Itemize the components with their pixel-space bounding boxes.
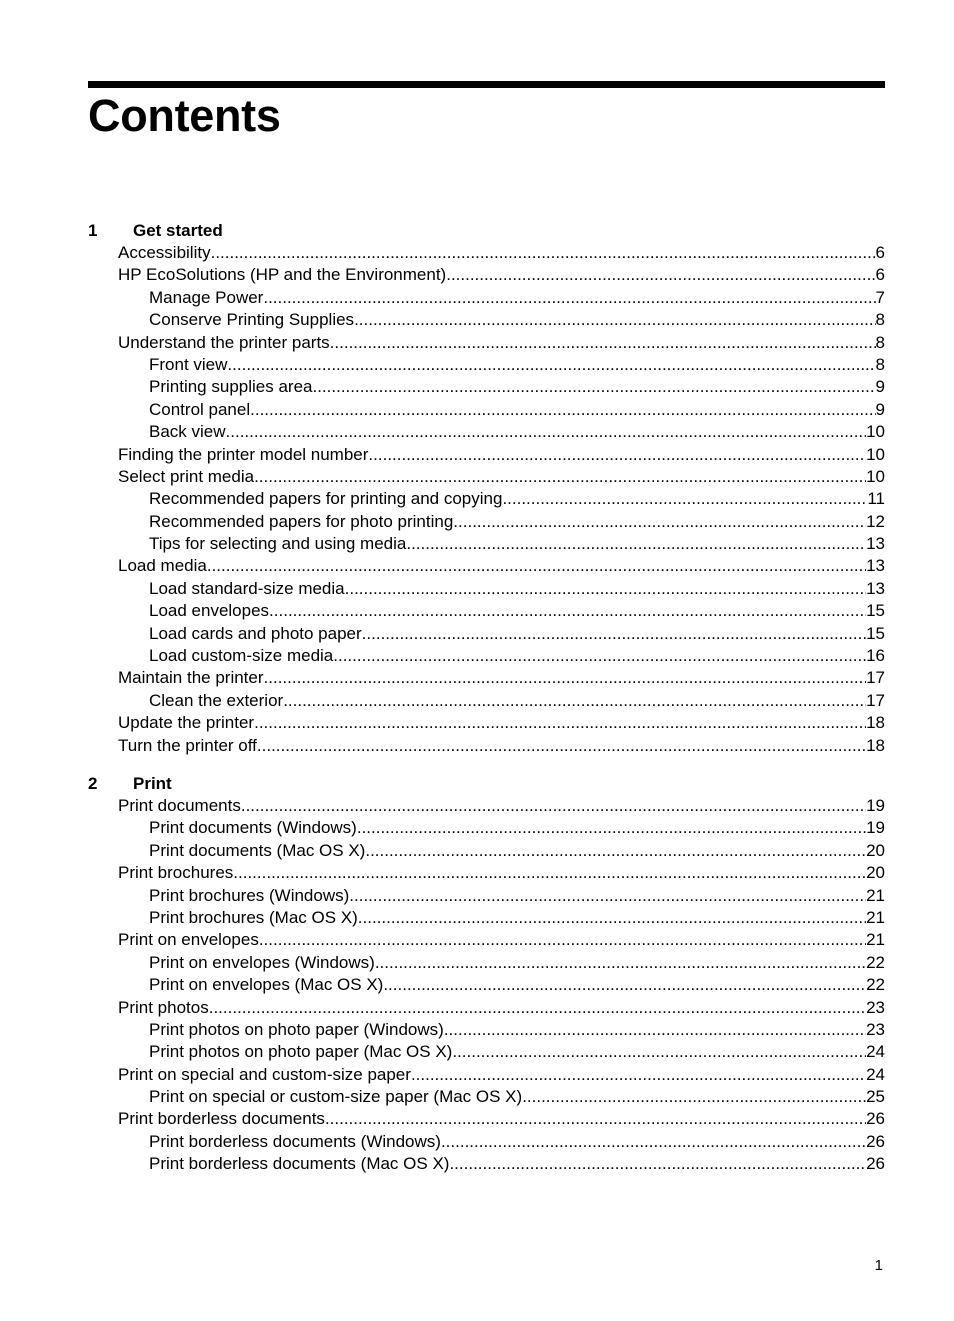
dot-leader [257, 735, 866, 757]
toc-entry[interactable] [88, 795, 885, 817]
dot-leader [502, 488, 867, 510]
toc-subentry[interactable] [88, 600, 885, 622]
dot-leader [452, 1041, 866, 1063]
entry-page-number: 12 [866, 511, 885, 531]
dot-leader [233, 862, 866, 884]
entry-page-number: 9 [875, 377, 885, 397]
entry-page-number: 26 [866, 1131, 885, 1151]
dot-leader [383, 974, 866, 996]
dot-leader [444, 1019, 866, 1041]
toc-subentry[interactable] [88, 907, 885, 929]
page-number: 1 [874, 1257, 883, 1274]
entry-title: Back view [149, 422, 226, 442]
entry-page-number: 8 [875, 310, 885, 330]
dot-leader [211, 242, 876, 264]
entry-title: Update the printer [118, 713, 255, 733]
toc-entry[interactable] [88, 264, 885, 286]
entry-page-number: 18 [866, 713, 885, 733]
dot-leader [207, 555, 866, 577]
entry-page-number: 23 [866, 1019, 885, 1039]
chapter-title: Get started [133, 221, 223, 240]
toc-subentry[interactable] [88, 690, 885, 712]
entry-page-number: 16 [866, 646, 885, 666]
dot-leader [345, 578, 866, 600]
entry-page-number: 10 [866, 444, 885, 464]
toc-subentry[interactable] [88, 399, 885, 421]
dot-leader [333, 645, 866, 667]
entry-page-number: 15 [866, 601, 885, 621]
entry-title: Print borderless documents [118, 1109, 325, 1129]
entry-title: Print photos on photo paper (Mac OS X) [149, 1042, 453, 1062]
entry-title: Recommended papers for photo printing [149, 511, 454, 531]
entry-page-number: 13 [866, 578, 885, 598]
toc-subentry[interactable] [88, 1041, 885, 1063]
entry-page-number: 9 [875, 399, 885, 419]
entry-title: Front view [149, 354, 228, 374]
dot-leader [269, 600, 866, 622]
dot-leader [254, 466, 866, 488]
entry-page-number: 23 [866, 997, 885, 1017]
dot-leader [365, 840, 866, 862]
entry-page-number: 24 [866, 1064, 885, 1084]
entry-title: HP EcoSolutions (HP and the Environment) [118, 265, 447, 285]
entry-page-number: 11 [867, 489, 885, 509]
toc-entry[interactable] [88, 444, 885, 466]
toc-subentry[interactable] [88, 309, 885, 331]
toc-entry[interactable] [88, 242, 885, 264]
entry-page-number: 19 [866, 795, 885, 815]
entry-title: Recommended papers for printing and copying [149, 489, 503, 509]
toc-entry[interactable] [88, 1108, 885, 1130]
dot-leader [362, 623, 866, 645]
dot-leader [368, 444, 866, 466]
chapter-heading[interactable] [88, 772, 885, 795]
toc-subentry[interactable] [88, 974, 885, 996]
entry-page-number: 10 [866, 466, 885, 486]
entry-page-number: 21 [866, 930, 885, 950]
dot-leader [358, 907, 866, 929]
toc-subentry[interactable] [88, 578, 885, 600]
toc-entry[interactable] [88, 862, 885, 884]
dot-leader [354, 309, 875, 331]
toc-entry[interactable] [88, 555, 885, 577]
entry-page-number: 6 [875, 243, 885, 262]
toc-subentry[interactable] [88, 817, 885, 839]
dot-leader [441, 1131, 866, 1153]
toc-subentry[interactable] [88, 533, 885, 555]
toc-subentry[interactable] [88, 421, 885, 443]
entry-title: Load envelopes [149, 601, 270, 621]
entry-title: Load standard-size media [149, 578, 345, 598]
toc-subentry[interactable] [88, 376, 885, 398]
toc-entry[interactable] [88, 1064, 885, 1086]
entry-title: Turn the printer off [118, 735, 257, 755]
entry-page-number: 13 [866, 534, 885, 554]
chapter-1 [88, 219, 885, 757]
entry-page-number: 20 [866, 840, 885, 860]
toc-subentry[interactable] [88, 1131, 885, 1153]
toc-subentry[interactable] [88, 952, 885, 974]
entry-title: Print on envelopes (Mac OS X) [149, 975, 384, 995]
entry-title: Clean the exterior [149, 690, 284, 710]
entry-page-number: 7 [875, 287, 885, 307]
toc-entry[interactable] [88, 667, 885, 689]
dot-leader [259, 929, 866, 951]
toc-entry[interactable] [88, 332, 885, 354]
entry-title: Print on envelopes (Windows) [149, 952, 375, 972]
dot-leader [325, 1108, 866, 1130]
entry-title: Print documents (Windows) [149, 818, 357, 838]
chapter-number: 1 [88, 221, 98, 240]
dot-leader [254, 712, 866, 734]
chapter-title: Print [133, 773, 172, 793]
entry-title: Print borderless documents (Windows) [149, 1131, 441, 1151]
title-rule [88, 81, 885, 88]
entry-title: Print photos on photo paper (Windows) [149, 1019, 444, 1039]
entry-page-number: 22 [866, 975, 885, 995]
dot-leader [330, 332, 876, 354]
entry-title: Conserve Printing Supplies [149, 310, 355, 330]
entry-page-number: 26 [866, 1154, 885, 1174]
entry-title: Load custom-size media [149, 646, 334, 666]
dot-leader [406, 533, 866, 555]
dot-leader [411, 1064, 866, 1086]
entry-title: Print brochures (Mac OS X) [149, 907, 358, 927]
entry-page-number: 21 [866, 885, 885, 905]
entry-title: Finding the printer model number [118, 444, 369, 464]
toc-subentry[interactable] [88, 885, 885, 907]
entry-title: Printing supplies area [149, 377, 313, 397]
entry-page-number: 17 [866, 668, 885, 688]
entry-title: Print on special and custom-size paper [118, 1064, 411, 1084]
entry-page-number: 25 [866, 1087, 885, 1107]
entry-title: Manage Power [149, 287, 264, 307]
entry-page-number: 24 [866, 1042, 885, 1062]
toc-subentry[interactable] [88, 840, 885, 862]
toc-entry[interactable] [88, 997, 885, 1019]
entry-title: Print brochures (Windows) [149, 885, 350, 905]
dot-leader [226, 421, 867, 443]
entry-page-number: 10 [866, 422, 885, 442]
entry-title: Maintain the printer [118, 668, 264, 688]
dot-leader [312, 376, 875, 398]
chapter-heading[interactable] [88, 219, 885, 242]
toc-entry[interactable] [88, 466, 885, 488]
entry-page-number: 22 [866, 952, 885, 972]
toc-entry[interactable] [88, 929, 885, 951]
chapter-2 [88, 772, 885, 1176]
dot-leader [209, 997, 866, 1019]
table-of-contents [88, 219, 885, 1191]
toc-subentry[interactable] [88, 1153, 885, 1175]
entry-title: Print on envelopes [118, 930, 259, 950]
entry-title: Print on special or custom-size paper (Mac OS X) [149, 1087, 523, 1107]
dot-leader [349, 885, 866, 907]
toc-subentry[interactable] [88, 511, 885, 533]
entry-title: Tips for selecting and using media [149, 534, 407, 554]
entry-page-number: 6 [875, 265, 885, 285]
entry-page-number: 21 [866, 907, 885, 927]
entry-page-number: 8 [875, 332, 885, 352]
entry-page-number: 20 [866, 863, 885, 883]
dot-leader [375, 952, 866, 974]
entry-title: Load cards and photo paper [149, 623, 362, 643]
entry-page-number: 17 [866, 690, 885, 710]
toc-entry[interactable] [88, 712, 885, 734]
entry-title: Print borderless documents (Mac OS X) [149, 1154, 450, 1174]
entry-title: Control panel [149, 399, 251, 419]
dot-leader [446, 264, 875, 286]
entry-page-number: 18 [866, 735, 885, 755]
toc-subentry[interactable] [88, 354, 885, 376]
entry-title: Print brochures [118, 863, 234, 883]
dot-leader [227, 354, 875, 376]
toc-subentry[interactable] [88, 488, 885, 510]
entry-title: Print documents [118, 795, 241, 815]
entry-title: Print photos [118, 997, 209, 1017]
toc-entry[interactable] [88, 735, 885, 757]
dot-leader [357, 817, 866, 839]
dot-leader [449, 1153, 866, 1175]
entry-page-number: 13 [866, 556, 885, 576]
entry-title: Accessibility [118, 243, 211, 262]
dot-leader [263, 287, 875, 309]
dot-leader [250, 399, 875, 421]
dot-leader [522, 1086, 866, 1108]
entry-title: Select print media [118, 466, 255, 486]
toc-subentry[interactable] [88, 645, 885, 667]
toc-subentry[interactable] [88, 623, 885, 645]
toc-subentry[interactable] [88, 1086, 885, 1108]
dot-leader [241, 795, 866, 817]
page-title: Contents [88, 90, 281, 141]
entry-page-number: 19 [866, 818, 885, 838]
entry-page-number: 15 [866, 623, 885, 643]
toc-subentry[interactable] [88, 1019, 885, 1041]
entry-page-number: 8 [875, 354, 885, 374]
chapter-number: 2 [88, 773, 98, 793]
dot-leader [283, 690, 866, 712]
toc-subentry[interactable] [88, 287, 885, 309]
entry-title: Understand the printer parts [118, 332, 330, 352]
entry-title: Print documents (Mac OS X) [149, 840, 366, 860]
dot-leader [264, 667, 867, 689]
dot-leader [453, 511, 866, 533]
entry-page-number: 26 [866, 1109, 885, 1129]
entry-title: Load media [118, 556, 207, 576]
